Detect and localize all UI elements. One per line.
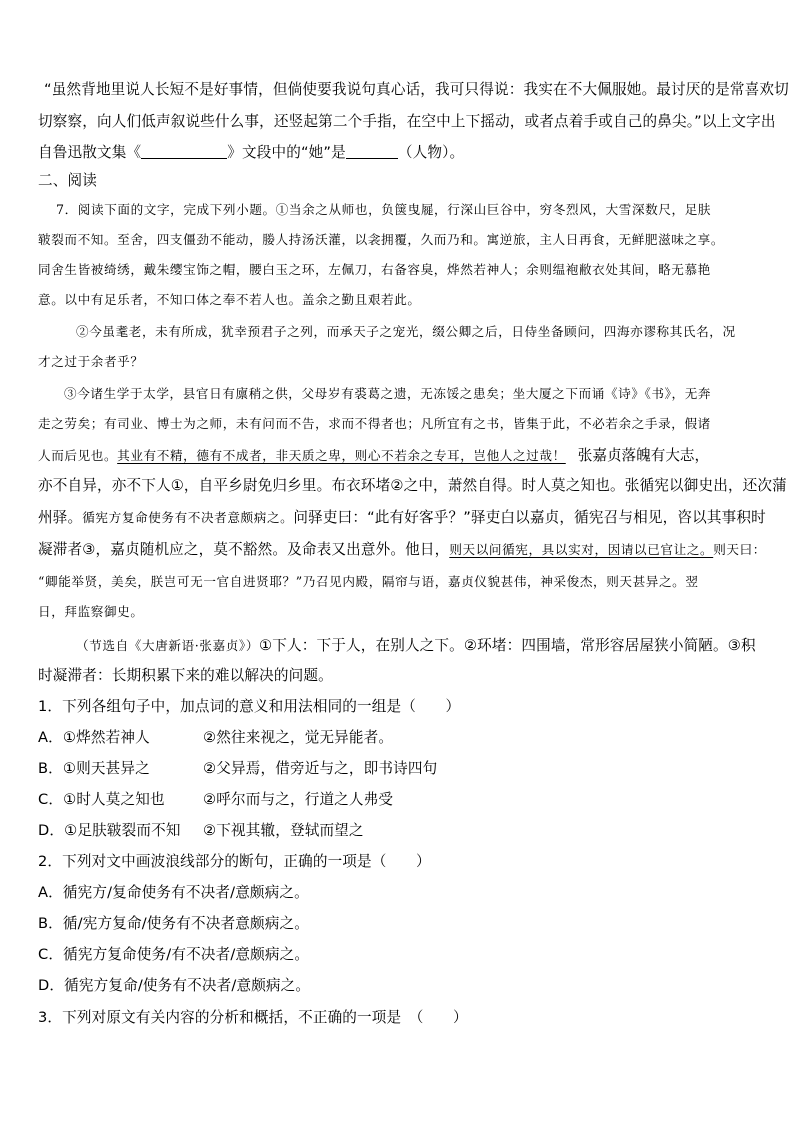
answer-blank[interactable]	[141, 144, 227, 159]
line-text: 自鲁迅散文集《	[38, 144, 142, 161]
classical-text-line: 7．阅读下面的文字，完成下列小题。①当余之从师也，负箧曳屣，行深山巨谷中，穷冬烈风，大雪深数尺，足肤	[56, 202, 712, 217]
section-heading: 二、阅读	[38, 172, 97, 189]
classical-text-line: 日，拜监察御史。	[38, 604, 144, 619]
classical-text-line: 走之劳矣；有司业、博士为之师，未有问而不告，求而不得者也；凡所宜有之书，皆集于此，不必若余之手录，假诸	[38, 416, 711, 431]
wavy-line-sentence: 循宪方复命使务有不决者意颇病之。	[82, 510, 294, 525]
footnotes: ①下人：下于人，在别人之下。②环堵：四围墙，常形容居屋狭小简陋。③积	[259, 637, 756, 654]
option-part-1: A．①烨然若神人	[38, 729, 150, 746]
passage-line: 切察察，向人们低声叙说些什么事，还竖起第二个手指，在空中上下摇动，或者点着手或自己的鼻尖。”以上文字出	[38, 113, 776, 130]
passage-line: “虽然背地里说人长短不是好事情，但倘使要我说句真心话，我可只得说：我实在不大佩服她。最讨厌的是常喜欢切	[44, 81, 789, 98]
passage-line-with-blanks	[38, 143, 464, 163]
option-part-2: ②呼尔而与之，行道之人弗受	[203, 791, 394, 808]
answer-blank[interactable]	[346, 144, 398, 159]
question-stem: 3．下列对原文有关内容的分析和概括，不正确的一项是 （ ）	[38, 1009, 468, 1026]
option-part-1: C．①时人莫之知也	[38, 791, 165, 808]
classical-text-line: “卿能举贤，美矣，朕岂可无一官自进贤耶？”乃召见内殿，隔帘与语，嘉贞仪貌甚伟，神采俊杰，则天甚异之。翌	[38, 574, 699, 589]
answer-option[interactable]: C．循宪方复命使务/有不决者/意颇病之。	[38, 946, 310, 963]
passage-line	[38, 540, 766, 560]
classical-text-line: 皲裂而不知。至舍，四支僵劲不能动，媵人持汤沃灌，以衾拥覆，久而乃和。寓逆旅，主人日再食，无鲜肥滋味之享。	[38, 232, 725, 247]
source-note	[76, 636, 756, 656]
option-part-2: ②父异焉，借旁近与之，即书诗四句	[203, 760, 438, 777]
classical-text-line: 才之过于余者乎？	[38, 354, 144, 369]
line-text: 则天曰：	[713, 542, 766, 557]
question-stem: 1．下列各组句子中，加点词的意义和用法相同的一组是（ ）	[38, 698, 461, 715]
classical-text-line	[38, 446, 709, 466]
underlined-sentence: 则天以问循宪，具以实对，因请以已官让之。	[449, 542, 714, 557]
option-part-2: ②然往来视之，觉无异能者。	[203, 729, 394, 746]
line-text: 张嘉贞落魄有大志，	[577, 447, 710, 464]
question-stem: 2．下列对文中画波浪线部分的断句，正确的一项是（ ）	[38, 853, 431, 870]
option-part-1: B．①则天甚异之	[38, 760, 150, 777]
passage-line	[38, 508, 766, 528]
line-text: 州驿。	[38, 509, 83, 526]
answer-option[interactable]	[38, 821, 364, 841]
source-citation: （节选自《大唐新语·张嘉贞》）	[76, 638, 260, 653]
answer-option[interactable]	[38, 759, 437, 779]
option-part-1: D．①足肤皲裂而不知	[38, 822, 181, 839]
underlined-sentence: 其业有不精，德有不成者，非天质之卑，则心不若余之专耳，岂他人之过哉！	[117, 448, 566, 463]
line-text: 问驿吏曰：“此有好客乎？”驿吏白以嘉贞，循宪召与相见，咨以其事积时	[293, 509, 766, 526]
line-text: 》文段中的“她”是	[227, 144, 346, 161]
classical-text-line: ②今虽耄老，未有所成，犹幸预君子之列，而承天子之宠光，缀公卿之后，日侍坐备顾问，四海亦谬称其氏名，况	[76, 324, 736, 339]
answer-option[interactable]: D．循宪方复命/使务有不决者/意颇病之。	[38, 977, 311, 994]
footnotes: 时凝滞者：长期积累下来的难以解决的问题。	[38, 667, 333, 684]
line-text: 人而后见也。	[38, 448, 118, 463]
classical-text-line: 同舍生皆被绮绣，戴朱缨宝饰之帽，腰白玉之环，左佩刀，右备容臭，烨然若神人；余则缊袍敝衣处其间，略无慕艳	[38, 262, 711, 277]
passage-line: 亦不自异，亦不下人①，自平乡尉免归乡里。布衣环堵②之中，萧然自得。时人莫之知也。张循宪以御史出，还次蒲	[38, 477, 787, 494]
classical-text-line: ③今诸生学于太学，县官日有廪稍之供，父母岁有裘葛之遗，无冻馁之患矣；坐大厦之下而诵《诗》《书》，无奔	[64, 386, 712, 401]
option-part-2: ②下视其辙，登轼而望之	[203, 822, 364, 839]
line-text: 凝滞者③，嘉贞随机应之，莫不豁然。及命表又出意外。他日，	[38, 541, 450, 558]
answer-option[interactable]	[38, 790, 393, 810]
answer-option[interactable]: A．循宪方/复命使务有不决者/意颇病之。	[38, 884, 309, 901]
answer-option[interactable]	[38, 728, 393, 748]
line-text: （人物）。	[397, 144, 465, 161]
answer-option[interactable]: B．循/宪方复命/使务有不决者意颇病之。	[38, 915, 309, 932]
classical-text-line: 意。以中有足乐者，不知口体之奉不若人也。盖余之勤且艰若此。	[38, 292, 421, 307]
